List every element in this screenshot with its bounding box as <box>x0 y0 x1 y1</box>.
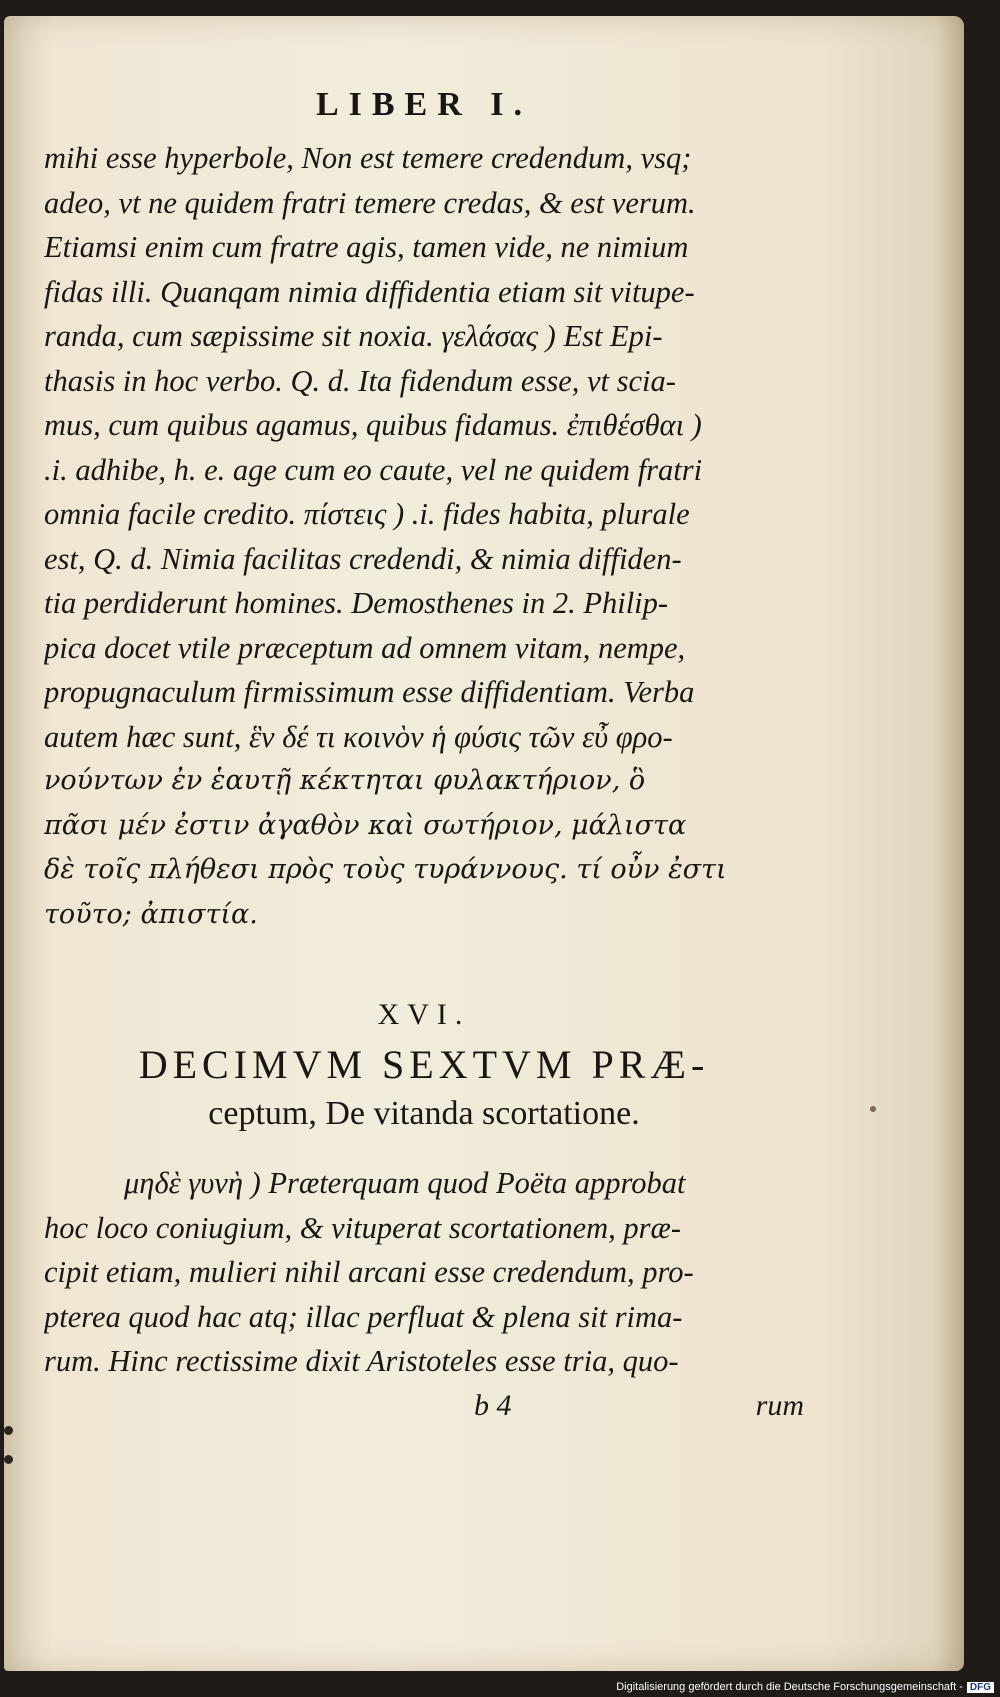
section-number: XVI. <box>377 998 471 1031</box>
greek-quote-line: πᾶσι μέν ἐστιν ἀγαθὸν καὶ σωτήριον, μάλιστα <box>44 809 687 841</box>
body-line: thasis in hoc verbo. Q. d. Ita fidendum esse, vt scia- <box>44 363 676 398</box>
page-footer <box>44 1384 804 1428</box>
digitization-credit <box>616 1681 994 1693</box>
catchword: rum <box>755 1388 804 1422</box>
body-line: Etiamsi enim cum fratre agis, tamen vide, ne nimium <box>44 230 689 264</box>
body-paragraph <box>44 136 804 937</box>
binding-hole-dot <box>4 1455 13 1464</box>
signature-mark: b 4 <box>474 1388 512 1422</box>
body-line: propugnaculum firmissimum esse diffidentiam. Verba <box>44 675 695 709</box>
body-line: omnia facile credito. πίστεις ) .i. fides habita, plurale <box>44 497 690 531</box>
section-title: DECIMVM SEXTVM PRÆ- <box>138 1042 710 1087</box>
running-head: LIBER I. <box>315 86 533 123</box>
body-line: adeo, vt ne quidem fratri temere credas, & est verum. <box>44 185 696 220</box>
body-line: fidas illi. Quanqam nimia diffidentia etiam sit vitupe- <box>44 274 695 309</box>
credit-text: Digitalisierung gefördert durch die Deutsche Forschungsgemeinschaft - <box>616 1681 963 1693</box>
page-edge-shadow <box>934 16 964 1671</box>
binding-hole-dot <box>4 1426 13 1435</box>
body-line: est, Q. d. Nimia facilitas credendi, & nimia diffiden- <box>44 541 682 576</box>
body-line: mus, cum quibus agamus, quibus fidamus. ἐπιθέσθαι ) <box>44 408 702 442</box>
book-page <box>4 16 964 1671</box>
body-line: mihi esse hyperbole, Non est temere credendum, vsq; <box>44 141 692 175</box>
greek-quote-line: δὲ τοῖς πλήθεσι πρὸς τοὺς τυράννους. τί οὖν ἐστι <box>44 854 727 885</box>
section-line: hoc loco coniugium, & vituperat scortationem, præ- <box>44 1210 682 1245</box>
greek-quote-line: νούντων ἐν ἑαυτῇ κέκτηται φυλακτήριον, ὃ <box>44 765 646 796</box>
body-line: autem hæc sunt, ἓν δέ τι κοινὸν ἡ φύσις τῶν εὖ φρο- <box>44 719 673 754</box>
greek-quote-line: τοῦτο; ἀπιστία. <box>44 898 258 930</box>
section-line: rum. Hinc rectissime dixit Aristoteles esse tria, quo- <box>44 1344 679 1378</box>
section-subtitle: ceptum, De vitanda scortatione. <box>208 1095 640 1132</box>
dfg-logo: DFG <box>967 1682 994 1693</box>
section-line: pterea quod hac atq; illac perfluat & plena sit rima- <box>44 1299 683 1334</box>
section-line: cipit etiam, mulieri nihil arcani esse credendum, pro- <box>44 1255 694 1289</box>
paper-speck <box>870 1106 876 1112</box>
binding-holes <box>4 1426 18 1484</box>
section-paragraph <box>44 1161 804 1384</box>
section-line: μηδὲ γυνὴ ) Præterquam quod Poëta approbat <box>124 1166 686 1200</box>
body-line: .i. adhibe, h. e. age cum eo caute, vel ne quidem fratri <box>44 452 703 487</box>
body-line: pica docet vtile præceptum ad omnem vitam, nempe, <box>44 630 686 665</box>
text-block <box>44 80 804 1428</box>
body-line: tia perdiderunt homines. Demosthenes in 2. Philip- <box>44 586 669 620</box>
body-line: randa, cum sæpissime sit noxia. γελάσας ) Est Epi- <box>44 319 663 353</box>
